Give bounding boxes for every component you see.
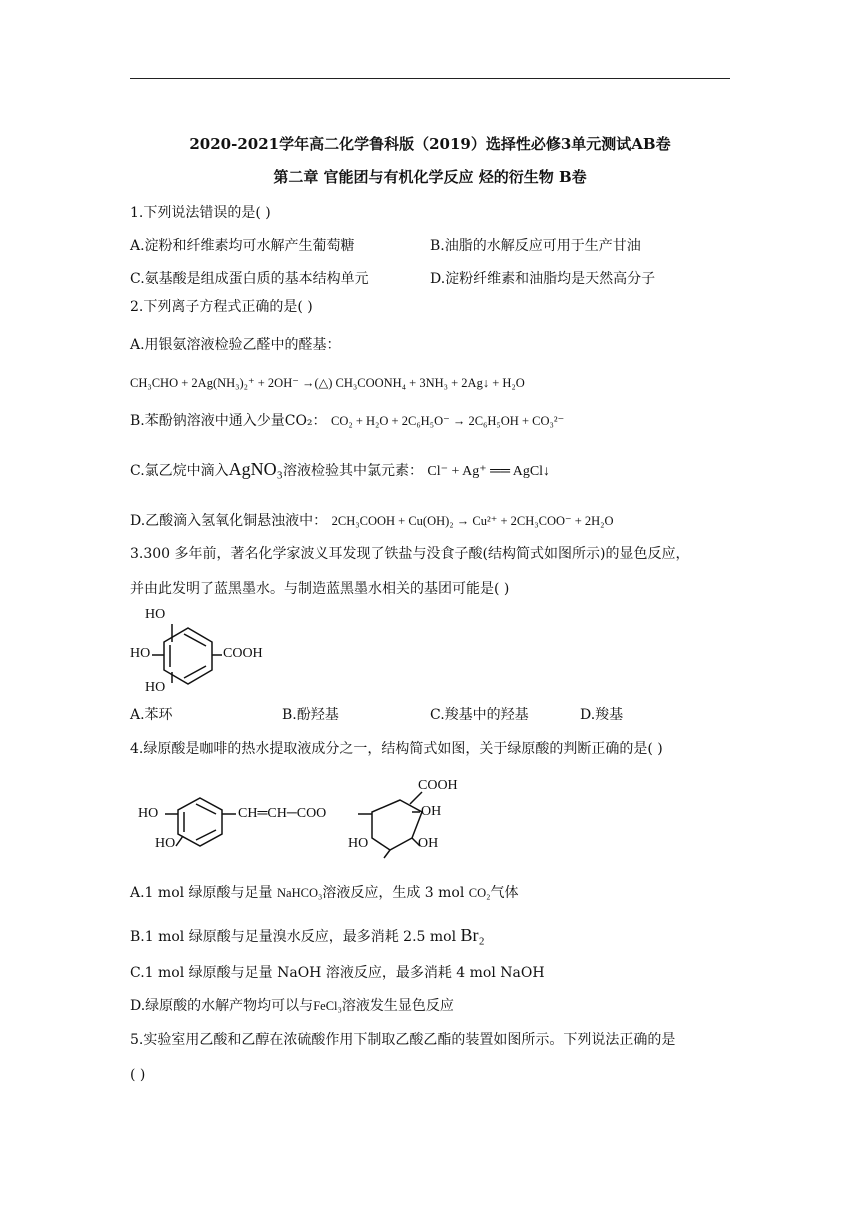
q2-stem: 2.下列离子方程式正确的是( ) <box>130 299 313 315</box>
chlorogenic-cooh: COOH <box>418 778 458 793</box>
q4-option-d <box>130 997 454 1015</box>
gallic-cooh: COOH <box>223 646 263 661</box>
q1-option-b: B.油脂的水解反应可用于生产甘油 <box>430 238 641 254</box>
q4-option-b-reagent: Br₂ <box>460 925 485 945</box>
q2-option-c-text-2: 溶液检验其中氯元素： <box>282 463 423 479</box>
q4-stem: 4.绿原酸是咖啡的热水提取液成分之一，结构简式如图，关于绿原酸的判断正确的是( ) <box>130 741 663 757</box>
q1-option-d: D.淀粉纤维素和油脂均是天然高分子 <box>430 271 656 287</box>
q3-option-b: B.酚羟基 <box>282 707 339 723</box>
q4-option-a-text-1: A.1 mol 绿原酸与足量 <box>130 885 273 901</box>
q4-option-c: C.1 mol 绿原酸与足量 NaOH 溶液反应，最多消耗 4 mol NaOH <box>130 965 545 981</box>
q3-option-c: C.羧基中的羟基 <box>430 707 529 723</box>
q2-option-c-reagent: AgNO₃ <box>228 459 283 479</box>
q4-option-b-text: B.1 mol 绿原酸与足量溴水反应，最多消耗 2.5 mol <box>130 929 457 945</box>
q2-option-a-text: A.用银氨溶液检验乙醛中的醛基： <box>130 337 341 353</box>
q4-option-a-gas: CO₂ <box>468 886 491 900</box>
q4-option-d-reagent: FeCl₃ <box>313 999 342 1013</box>
q5-stem-line-2: ( ) <box>130 1067 146 1083</box>
q3-stem-line-2: 并由此发明了蓝黑墨水。与制造蓝黑墨水相关的基团可能是( ) <box>130 581 510 597</box>
gallic-ho-bottom: HO <box>145 680 166 695</box>
page-title: 2020-2021学年高二化学鲁科版（2019）选择性必修3单元测试AB卷 <box>189 135 671 153</box>
q2-option-c-equation: Cl⁻ + Ag⁺ ══ AgCl↓ <box>427 464 551 479</box>
q1-stem: 1.下列说法错误的是( ) <box>130 205 271 221</box>
q2-option-d-equation: 2CH₃COOH + Cu(OH)₂ → Cu²⁺ + 2CH₃COO⁻ + 2H₂O <box>331 514 614 528</box>
q4-option-b <box>130 926 485 946</box>
chlorogenic-oh-2: OH <box>418 836 439 851</box>
chlorogenic-oh-1: OH <box>421 804 442 819</box>
q4-option-d-text-1: D.绿原酸的水解产物均可以与 <box>130 998 314 1014</box>
q2-option-b-text: B.苯酚钠溶液中通入少量CO₂： <box>130 413 327 429</box>
q4-option-a-text-2: 溶液反应，生成 3 mol <box>322 885 465 901</box>
q1-option-c: C.氨基酸是组成蛋白质的基本结构单元 <box>130 271 369 287</box>
q4-option-a <box>130 884 519 902</box>
gallic-ho-top: HO <box>145 607 166 622</box>
chlorogenic-ho-2: HO <box>155 836 176 851</box>
q5-stem-line-1: 5.实验室用乙酸和乙醇在浓硫酸作用下制取乙酸乙酯的装置如图所示。下列说法正确的是 <box>130 1032 676 1048</box>
q2-option-d-text: D.乙酸滴入氢氧化铜悬浊液中： <box>130 513 328 529</box>
q4-option-a-reagent: NaHCO₃ <box>277 886 323 900</box>
chlorogenic-chain: CH═CH─COO <box>238 806 327 821</box>
q3-stem-line-1: 3.300 多年前，著名化学家波义耳发现了铁盐与没食子酸(结构简式如图所示)的显色反应， <box>130 546 690 562</box>
q2-option-c-text-1: C.氯乙烷中滴入 <box>130 463 229 479</box>
page-subtitle: 第二章 官能团与有机化学反应 烃的衍生物 B卷 <box>273 168 587 186</box>
q2-option-b-equation: CO₂ + H₂O + 2C₆H₅O⁻ → 2C₆H₅OH + CO₃²⁻ <box>331 414 565 428</box>
chlorogenic-ho-1: HO <box>138 806 159 821</box>
q3-option-a: A.苯环 <box>130 707 173 723</box>
chlorogenic-ho-3: HO <box>348 836 369 851</box>
q2-option-a-equation: CH₃CHO + 2Ag(NH₃)₂⁺ + 2OH⁻ →(△) CH₃COONH₄ + 3NH₃ + 2Ag↓ + H₂O <box>130 376 525 390</box>
q1-option-a: A.淀粉和纤维素均可水解产生葡萄糖 <box>130 238 355 254</box>
q3-option-d: D.羧基 <box>580 707 624 723</box>
q4-option-d-text-2: 溶液发生显色反应 <box>341 998 454 1014</box>
gallic-ho-middle: HO <box>130 646 151 661</box>
q4-option-a-text-3: 气体 <box>490 885 519 901</box>
